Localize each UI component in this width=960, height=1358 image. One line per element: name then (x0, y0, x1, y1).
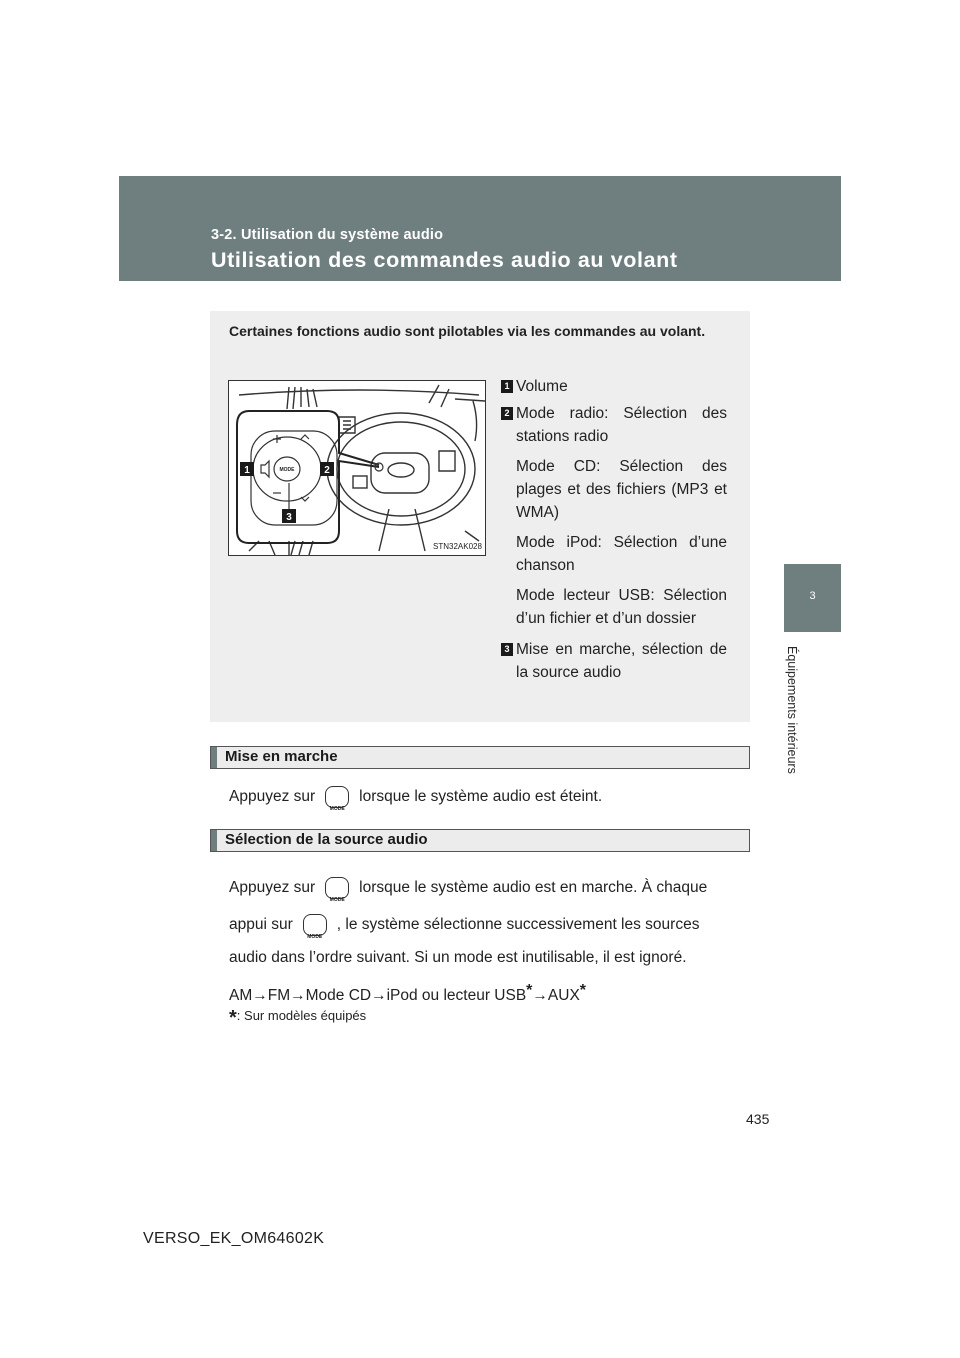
mode-button-label: MODE (329, 805, 345, 812)
subheading-bar (211, 747, 217, 768)
text-segment: AM→FM→Mode CD→iPod ou lecteur USB (229, 987, 527, 1004)
subheading-bar (211, 830, 217, 851)
footnote-star: * (229, 1007, 237, 1029)
legend-subtext: Mode iPod: Sélection d’une chanson (516, 534, 727, 574)
legend-text: Volume (516, 378, 568, 395)
text-segment: lorsque le système audio est éteint. (359, 788, 603, 805)
text-segment: , le système sélectionne successivement les sources (336, 916, 700, 933)
mode-button-icon (303, 914, 327, 940)
subheading-text: Mise en marche (225, 748, 338, 765)
legend-item (501, 638, 727, 684)
page-title: Utilisation des commandes audio au volant (211, 248, 678, 272)
chapter-label (782, 646, 802, 796)
page-number: 435 (746, 1111, 770, 1127)
svg-text:MODE: MODE (279, 467, 295, 473)
text-segment: Appuyez sur (229, 788, 316, 805)
info-box (210, 311, 750, 722)
svg-text:3: 3 (286, 512, 292, 523)
legend-subtext: Mode CD: Sélection des plages et des fichiers (MP3 et WMA) (516, 458, 727, 521)
chapter-number: 3 (809, 590, 816, 602)
svg-text:2: 2 (324, 465, 330, 476)
text-line (229, 871, 745, 904)
text-line (229, 908, 745, 941)
mode-button-icon (325, 786, 349, 812)
mode-button-label: MODE (307, 933, 323, 940)
header-band (119, 176, 841, 281)
steering-wheel-illustration (229, 381, 485, 555)
chapter-label-text: Équipements intérieurs (785, 646, 799, 774)
legend-badge: 1 (501, 380, 513, 393)
legend-badge: 3 (501, 643, 513, 656)
section-label: 3-2. Utilisation du système audio (211, 227, 444, 243)
text-segment: appui sur (229, 916, 293, 933)
legend-item (501, 402, 727, 630)
subheading-text: Sélection de la source audio (225, 831, 428, 848)
svg-text:1: 1 (244, 465, 250, 476)
mode-button-icon (325, 877, 349, 903)
source-select-text (229, 871, 745, 1012)
legend-badge: 2 (501, 407, 513, 420)
legend-text: Mise en marche, sélection de la source audio (516, 641, 727, 681)
intro-text: Certaines fonctions audio sont pilotables via les commandes au volant. (229, 323, 706, 339)
subheading-power-on (210, 746, 750, 769)
legend-text: Mode radio: Sélection des stations radio (516, 405, 727, 445)
text-line: audio dans l’ordre suivant. Si un mode est inutilisable, il est ignoré. (229, 949, 687, 966)
footnote-star: * (526, 982, 533, 999)
text-segment: Appuyez sur (229, 879, 316, 896)
footnote (229, 1007, 366, 1030)
steering-wheel-figure (228, 380, 486, 556)
figure-code: STN32AK028 (433, 542, 482, 551)
chapter-tab[interactable] (784, 564, 841, 632)
document-code: VERSO_EK_OM64602K (143, 1230, 325, 1247)
mode-button-label: MODE (329, 896, 345, 903)
text-segment: lorsque le système audio est en marche. À chaque (359, 879, 708, 896)
legend (501, 375, 727, 688)
footnote-star: * (579, 982, 587, 999)
subheading-source-select (210, 829, 750, 852)
footnote-text: : Sur modèles équipés (236, 1008, 367, 1023)
legend-subtext: Mode lecteur USB: Sélection d’un fichier et d’un dossier (516, 587, 727, 627)
legend-item (501, 375, 727, 398)
text-segment: →AUX (532, 987, 580, 1004)
power-on-text (229, 780, 745, 813)
